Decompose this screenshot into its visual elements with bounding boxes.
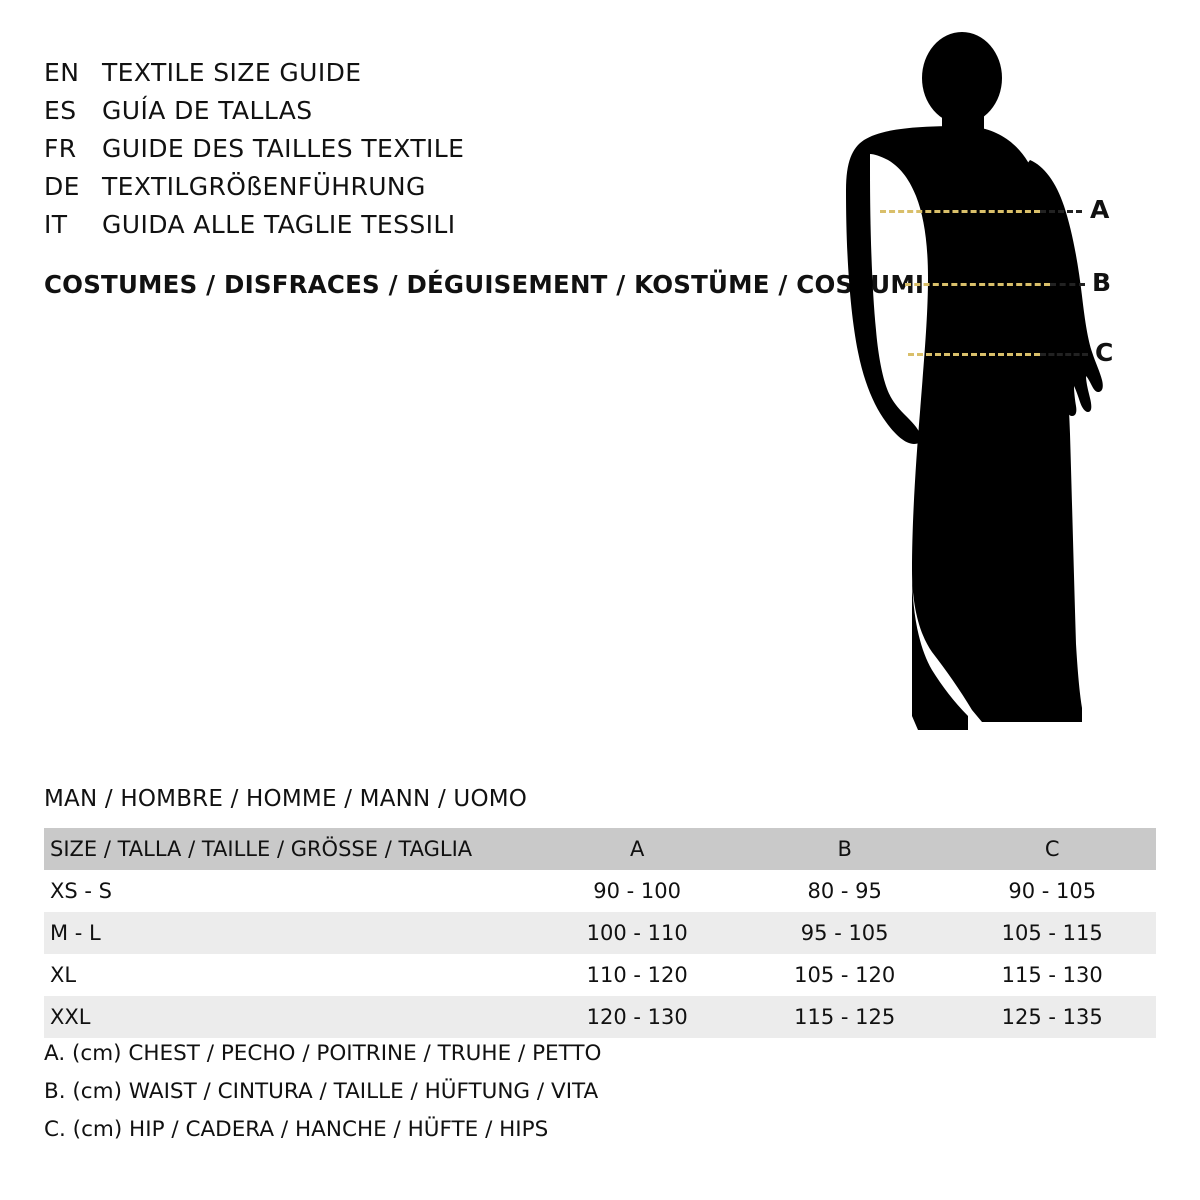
waist-measure-line — [905, 283, 1050, 286]
cell-b: 80 - 95 — [741, 870, 949, 912]
table-title: MAN / HOMBRE / HOMME / MANN / UOMO — [44, 786, 528, 812]
table-row — [44, 996, 1156, 1038]
chest-measure-label: A — [1090, 195, 1110, 224]
cell-a: 100 - 110 — [533, 912, 741, 954]
cell-size: M - L — [44, 912, 533, 954]
table-header-row — [44, 828, 1156, 870]
legend-line-b: B. (cm) WAIST / CINTURA / TAILLE / HÜFTUNG / VITA — [44, 1079, 599, 1104]
costumes-subtitle: COSTUMES / DISFRACES / DÉGUISEMENT / KOSTÜME / COSTUMI — [44, 270, 925, 299]
size-table-body — [44, 870, 1156, 1038]
cell-size: XXL — [44, 996, 533, 1038]
cell-c: 105 - 115 — [948, 912, 1156, 954]
cell-c: 90 - 105 — [948, 870, 1156, 912]
language-row — [44, 54, 684, 92]
language-text: TEXTILGRÖßENFÜHRUNG — [102, 172, 426, 201]
waist-measure-label: B — [1092, 268, 1112, 297]
language-code: EN — [44, 58, 80, 87]
waist-measure-leader — [1050, 283, 1085, 286]
cell-size: XL — [44, 954, 533, 996]
cell-c: 115 - 130 — [948, 954, 1156, 996]
cell-b: 105 - 120 — [741, 954, 949, 996]
male-silhouette-icon — [820, 30, 1160, 740]
measurement-legend — [44, 1035, 601, 1149]
table-row — [44, 954, 1156, 996]
column-header-a: A — [533, 828, 741, 870]
column-header-size: SIZE / TALLA / TAILLE / GRÖSSE / TAGLIA — [44, 828, 533, 870]
cell-b: 115 - 125 — [741, 996, 949, 1038]
language-code: DE — [44, 172, 80, 201]
legend-line-c: C. (cm) HIP / CADERA / HANCHE / HÜFTE / HIPS — [44, 1117, 549, 1142]
column-header-c: C — [948, 828, 1156, 870]
language-text: GUÍA DE TALLAS — [102, 96, 313, 125]
legend-line-a: A. (cm) CHEST / PECHO / POITRINE / TRUHE / PETTO — [44, 1041, 602, 1066]
language-code: ES — [44, 96, 77, 125]
cell-a: 120 - 130 — [533, 996, 741, 1038]
language-row — [44, 130, 684, 168]
size-table-head — [44, 828, 1156, 870]
cell-c: 125 - 135 — [948, 996, 1156, 1038]
language-code: FR — [44, 134, 77, 163]
language-row — [44, 168, 684, 206]
table-row — [44, 912, 1156, 954]
chest-measure-leader — [1040, 210, 1082, 213]
language-row — [44, 206, 684, 244]
column-header-b: B — [741, 828, 949, 870]
cell-a: 90 - 100 — [533, 870, 741, 912]
chest-measure-line — [880, 210, 1040, 213]
hip-measure-line — [908, 353, 1040, 356]
language-text: GUIDE DES TAILLES TEXTILE — [102, 134, 465, 163]
language-code: IT — [44, 210, 68, 239]
body-figure — [820, 30, 1160, 740]
cell-b: 95 - 105 — [741, 912, 949, 954]
cell-size: XS - S — [44, 870, 533, 912]
language-row — [44, 92, 684, 130]
hip-measure-label: C — [1095, 338, 1114, 367]
language-text: GUIDA ALLE TAGLIE TESSILI — [102, 210, 456, 239]
cell-a: 110 - 120 — [533, 954, 741, 996]
size-table — [44, 828, 1156, 1038]
hip-measure-leader — [1040, 353, 1088, 356]
table-row — [44, 870, 1156, 912]
language-text: TEXTILE SIZE GUIDE — [102, 58, 362, 87]
language-list — [44, 54, 684, 244]
